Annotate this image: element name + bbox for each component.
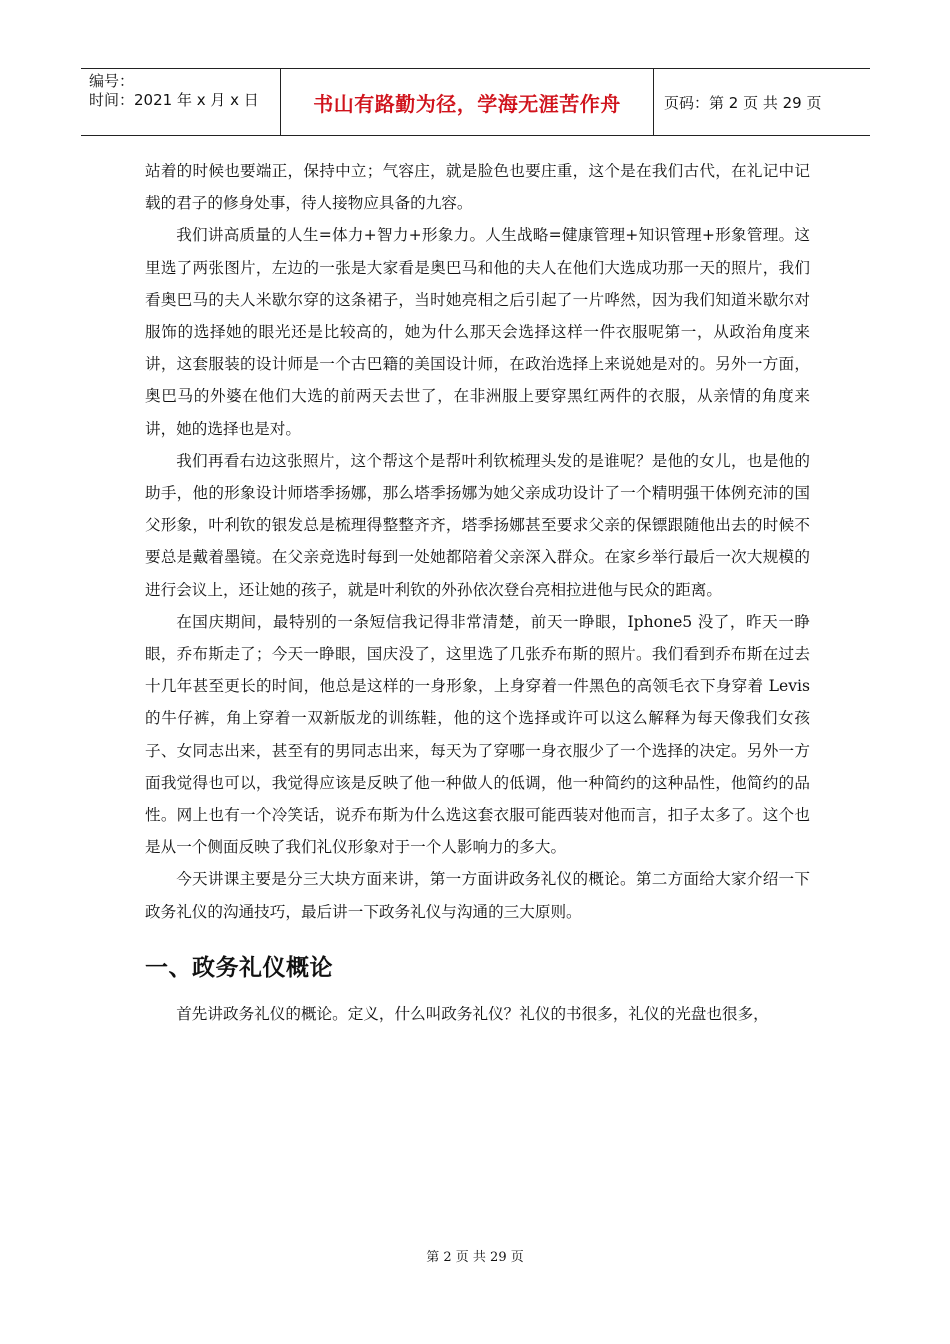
header-table <box>81 68 870 136</box>
header-page-info: 页码：第 2 页 共 29 页 <box>664 93 822 112</box>
body-paragraph: 我们再看右边这张照片，这个帮这个是帮叶利钦梳理头发的是谁呢？是他的女儿，也是他的助手，他的形象设计师塔季扬娜，那么塔季扬娜为她父亲成功设计了一个精明强干体例充沛的国父形象，叶利钦的银发总是梳理得整整齐齐，塔季扬娜甚至要求父亲的保镖跟随他出去的时候不要总是戴着墨镜。在父亲竞选时每到一处她都陪着父亲深入群众。在家乡举行最后一次大规模的进行会议上，还让她的孩子，就是叶利钦的外孙依次登台亮相拉进他与民众的距离。 <box>145 451 810 599</box>
section-heading: 一、政务礼仪概论 <box>145 954 333 981</box>
header-meta-cell <box>81 69 281 135</box>
body-paragraph: 今天讲课主要是分三大块方面来讲，第一方面讲政务礼仪的概论。第二方面给大家介绍一下政务礼仪的沟通技巧，最后讲一下政务礼仪与沟通的三大原则。 <box>145 870 810 921</box>
body-paragraph: 在国庆期间，最特别的一条短信我记得非常清楚，前天一睁眼，Iphone5 没了，昨天一睁眼，乔布斯走了；今天一睁眼，国庆没了，这里选了几张乔布斯的照片。我们看到乔布斯在过去十几年甚至更长的时间，他总是这样的一身形象，上身穿着一件黑色的高领毛衣下身穿着 Levis 的牛仔裤，角上穿着一双新版龙的训练鞋，他的这个选择或许可以这么解释为每天像我们女孩子、女同志出来，甚至有的男同志出来，每天为了穿哪一身衣服少了一个选择的决定。另外一方面我觉得也可以，我觉得应该是反映了他一种做人的低调，他一种简约的这种品性，他简约的品性。网上也有一个冷笑话，说乔布斯为什么选这套衣服可能西装对他而言，扣子太多了。这个也是从一个侧面反映了我们礼仪形象对于一个人影响力的多大。 <box>145 612 810 857</box>
document-date: 时间：2021 年 x 月 x 日 <box>89 91 259 109</box>
body-paragraph: 我们讲高质量的人生=体力+智力+形象力。人生战略=健康管理+知识管理+形象管理。这里选了两张图片，左边的一张是大家看是奥巴马和他的夫人在他们大选成功那一天的照片，我们看奥巴马的夫人米歇尔穿的这条裙子，当时她亮相之后引起了一片哗然，因为我们知道米歇尔对服饰的选择她的眼光还是比较高的，她为什么那天会选择这样一件衣服呢第一，从政治角度来讲，这套服装的设计师是一个古巴籍的美国设计师，在政治选择上来说她是对的。另外一方面，奥巴马的外婆在他们大选的前两天去世了，在非洲服上要穿黑红两件的衣服，从亲情的角度来讲，她的选择也是对。 <box>145 226 810 438</box>
section-paragraph: 首先讲政务礼仪的概论。定义，什么叫政务礼仪？礼仪的书很多，礼仪的光盘也很多， <box>176 1004 769 1023</box>
footer-page-number: 第 2 页 共 29 页 <box>426 1250 524 1265</box>
header-motto-cell <box>281 69 654 135</box>
document-body <box>145 155 810 1030</box>
header-motto: 书山有路勤为径，学海无涯苦作舟 <box>313 91 621 116</box>
body-paragraph-continued: 站着的时候也要端正，保持中立；气容庄，就是脸色也要庄重，这个是在我们古代，在礼记中记载的君子的修身处事，待人接物应具备的九容。 <box>145 162 810 213</box>
header-page-cell <box>654 69 870 135</box>
document-number-label: 编号： <box>89 72 135 90</box>
page-footer <box>0 1246 950 1265</box>
